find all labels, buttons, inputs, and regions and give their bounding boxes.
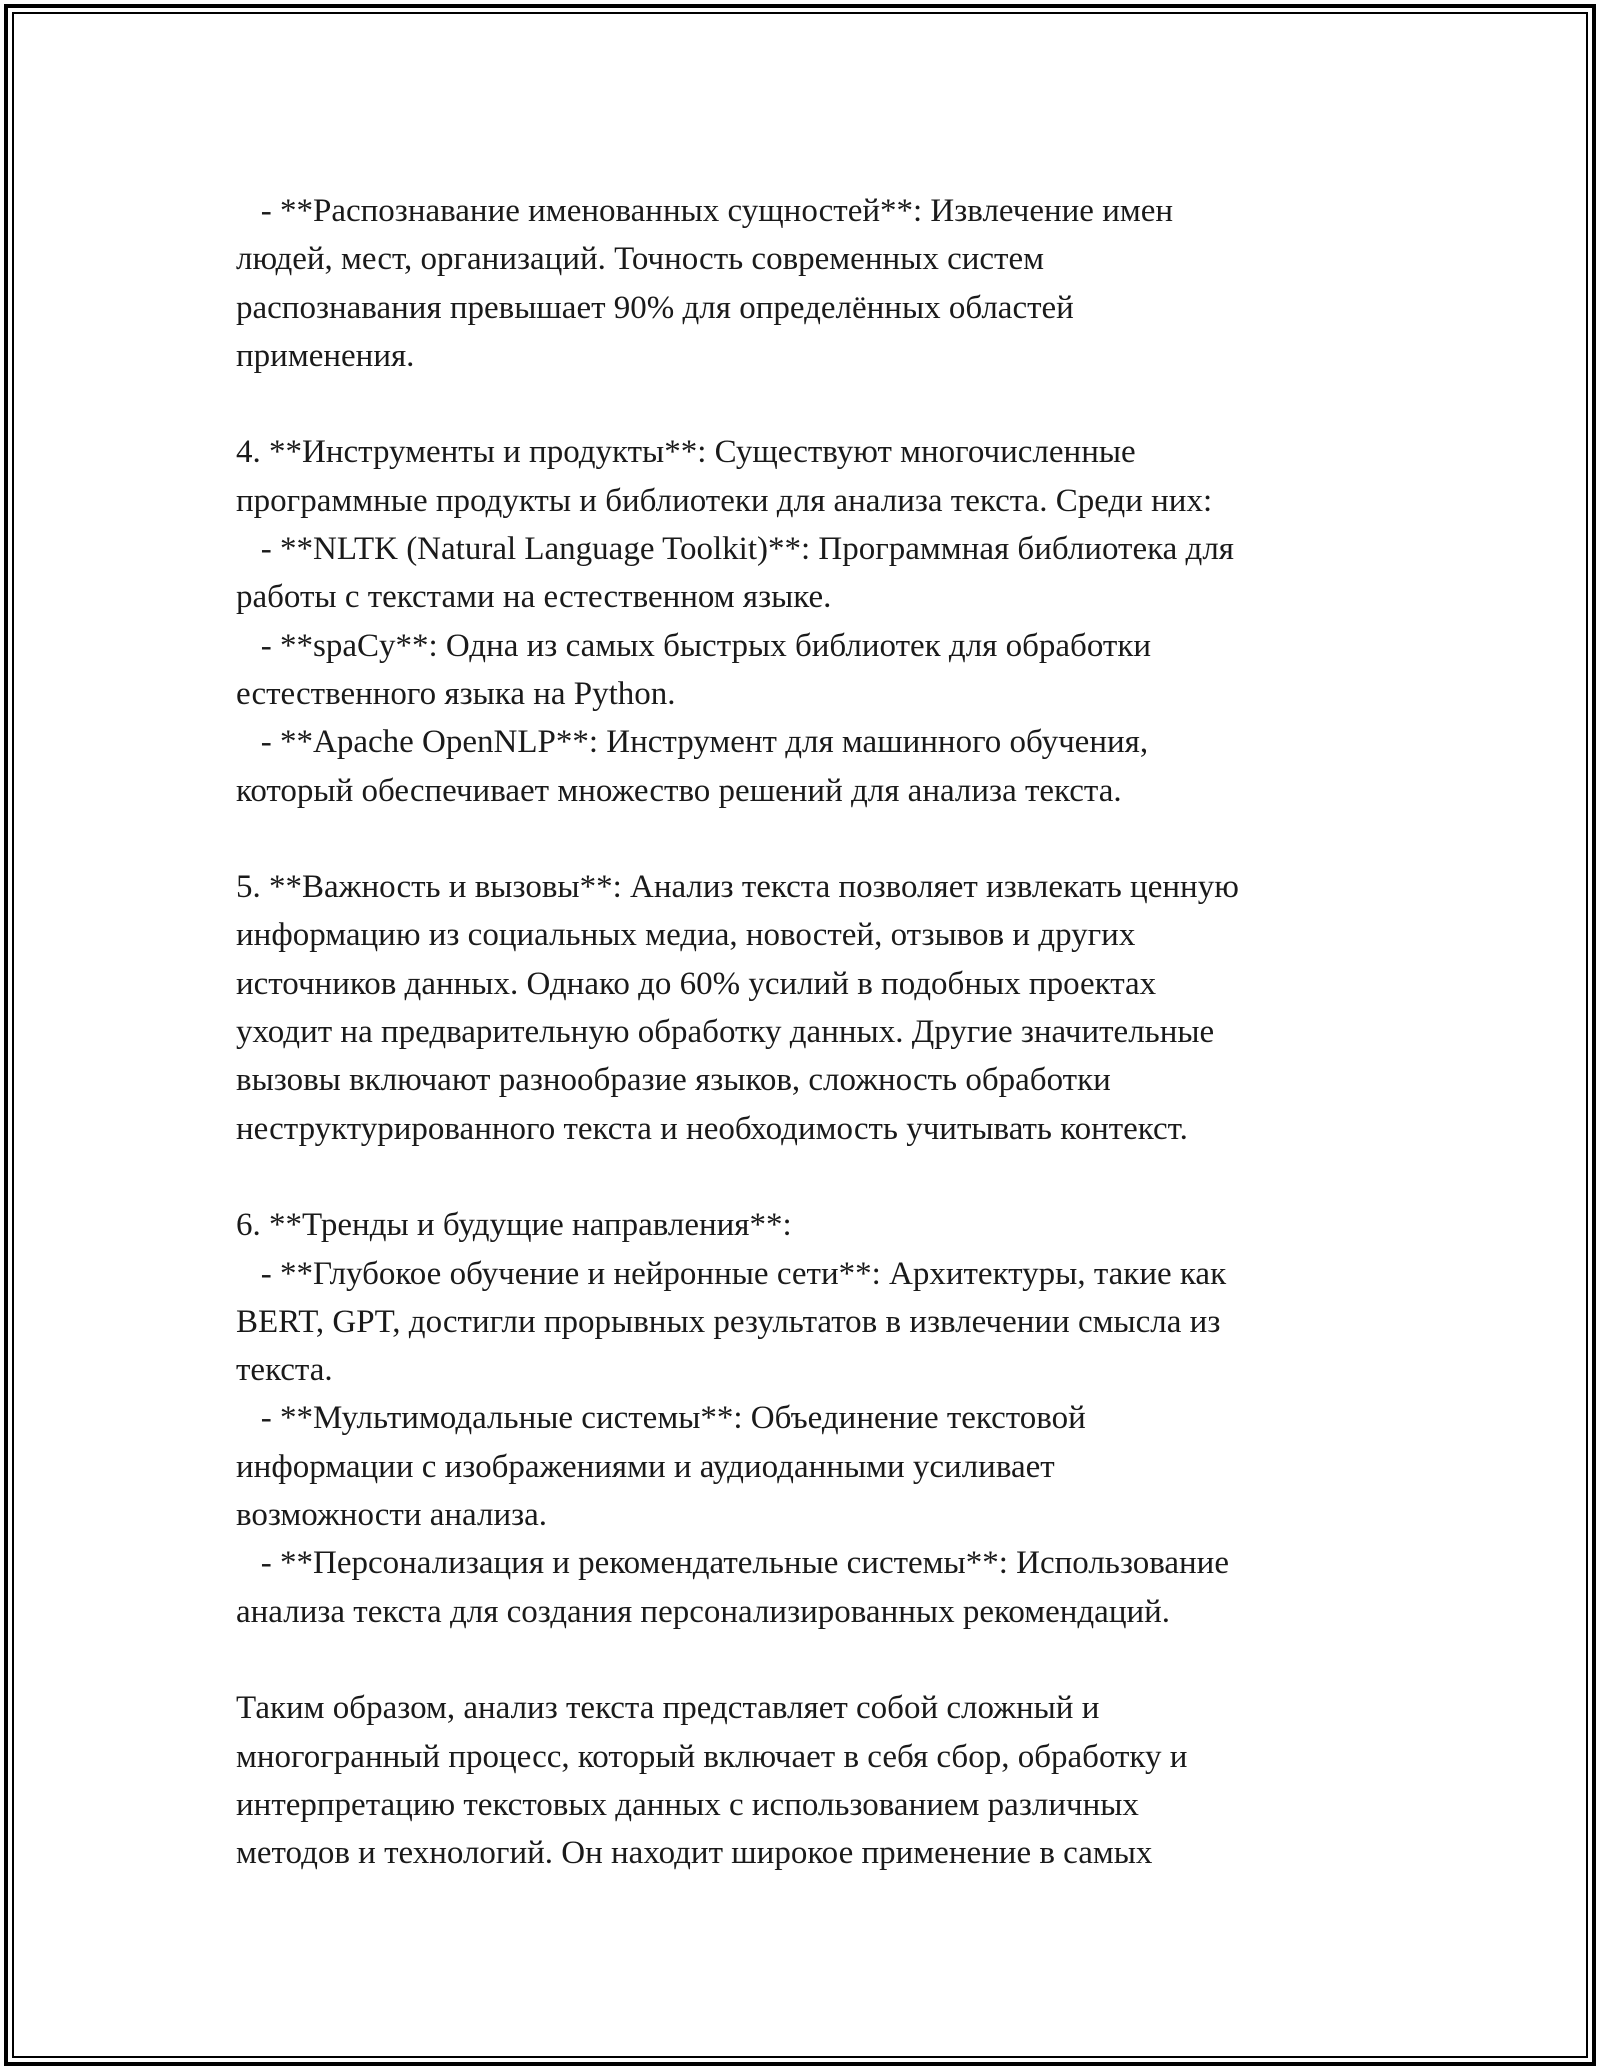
text-line: текста.	[236, 1352, 333, 1389]
paragraph-gap	[236, 380, 1366, 428]
text-line: - **Глубокое обучение и нейронные сети**: Архитектуры, такие как	[236, 1255, 1227, 1292]
text-line: интерпретацию текстовых данных с использованием различных	[236, 1786, 1139, 1823]
text-line: 5. **Важность и вызовы**: Анализ текста позволяет извлекать ценную	[236, 869, 1239, 906]
text-line: естественного языка на Python.	[236, 675, 676, 712]
text-line: Таким образом, анализ текста представляет собой сложный и	[236, 1690, 1100, 1727]
text-line: анализа текста для создания персонализированных рекомендаций.	[236, 1593, 1171, 1630]
text-line: источников данных. Однако до 60% усилий в подобных проектах	[236, 965, 1157, 1002]
text-line: - **Apache OpenNLP**: Инструмент для машинного обучения,	[236, 724, 1149, 761]
text-line: информации с изображениями и аудиоданными усиливает	[236, 1448, 1055, 1485]
paragraph-gap	[236, 1153, 1366, 1201]
text-line: 6. **Тренды и будущие направления**:	[236, 1207, 792, 1244]
text-line: уходит на предварительную обработку данных. Другие значительные	[236, 1014, 1215, 1051]
text-line: неструктурированного текста и необходимость учитывать контекст.	[236, 1110, 1188, 1147]
text-line: - **Персонализация и рекомендательные системы**: Использование	[236, 1545, 1229, 1582]
text-line: - **Распознавание именованных сущностей**: Извлечение имен	[236, 193, 1174, 229]
text-line: методов и технологий. Он находит широкое применение в самых	[236, 1835, 1153, 1872]
text-line: возможности анализа.	[236, 1497, 548, 1534]
text-line: - **Мультимодальные системы**: Объединение текстовой	[236, 1400, 1086, 1437]
text-line: - **spaCy**: Одна из самых быстрых библиотек для обработки	[236, 627, 1152, 664]
text-line: многогранный процесс, который включает в себя сбор, обработку и	[236, 1738, 1188, 1775]
text-line: применения.	[236, 337, 415, 374]
paragraph-gap	[236, 815, 1366, 863]
text-line: 4. **Инструменты и продукты**: Существуют многочисленные	[236, 434, 1136, 471]
text-line: BERT, GPT, достигли прорывных результатов в извлечении смысла из	[236, 1303, 1221, 1340]
text-line: программные продукты и библиотеки для анализа текста. Среди них:	[236, 482, 1213, 519]
text-line: информацию из социальных медиа, новостей, отзывов и других	[236, 917, 1136, 954]
text-line: распознавания превышает 90% для определённых областей	[236, 289, 1074, 326]
document-body	[236, 187, 1366, 1877]
text-line: людей, мест, организаций. Точность современных систем	[236, 241, 1044, 278]
text-line: работы с текстами на естественном языке.	[236, 579, 832, 616]
text-line: который обеспечивает множество решений для анализа текста.	[236, 772, 1122, 809]
text-line: вызовы включают разнообразие языков, сложность обработки	[236, 1062, 1111, 1099]
text-line: - **NLTK (Natural Language Toolkit)**: Программная библиотека для	[236, 531, 1234, 568]
paragraph-gap	[236, 1636, 1366, 1684]
